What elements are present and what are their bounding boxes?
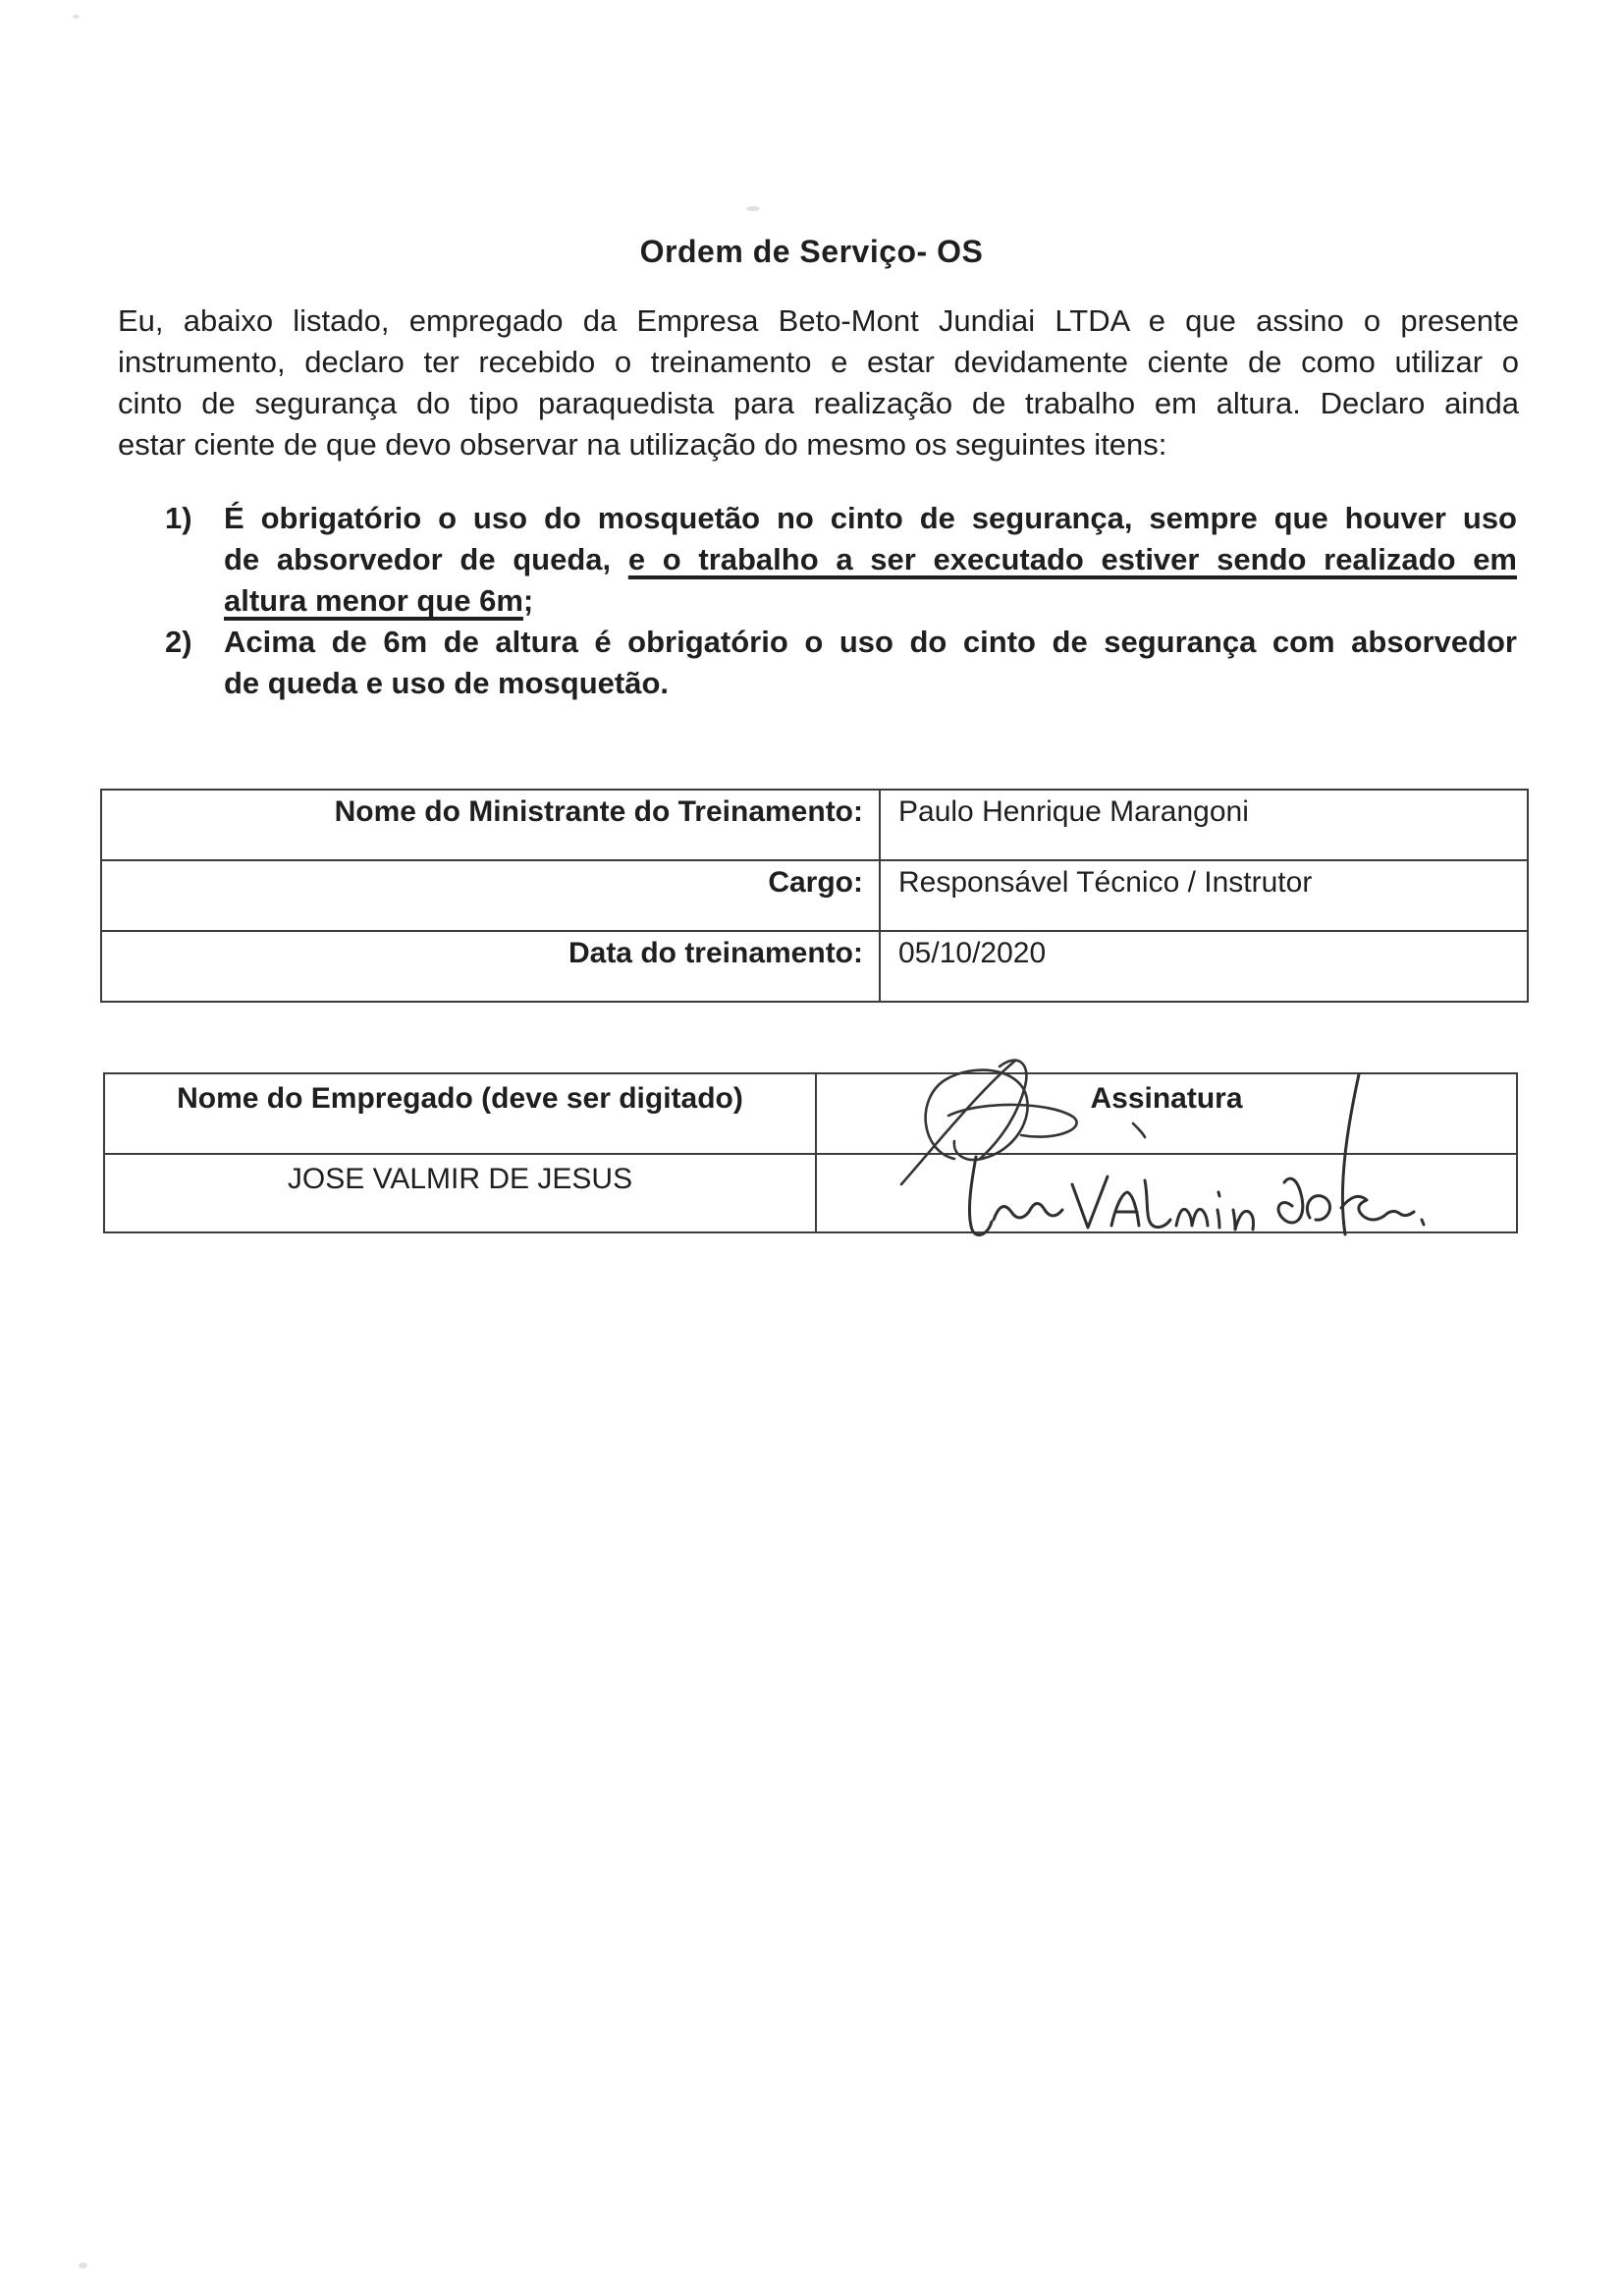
list-item-line: de queda e uso de mosquetão. <box>224 666 670 700</box>
list-item-line: Acima de 6m de altura é obrigatório o uso do cinto de segurança com absorvedor <box>224 625 1517 659</box>
employee-name-value: JOSE VALMIR DE JESUS <box>287 1163 633 1195</box>
scan-artifact <box>746 206 760 211</box>
document-title: Ordem de Serviço- OS <box>639 234 984 269</box>
plain-text: ; <box>522 583 534 618</box>
role-label: Cargo: <box>768 866 863 899</box>
list-item-1 <box>165 498 1517 622</box>
trainer-name-label: Nome do Ministrante do Treinamento: <box>334 795 863 828</box>
underlined-text: e o trabalho a ser executado estiver sendo realizado em <box>627 542 1517 576</box>
list-item-line: É obrigatório o uso do mosquetão no cinto de segurança, sempre que houver uso <box>224 501 1517 535</box>
plain-text: de absorvedor de queda, <box>224 542 628 576</box>
employee-signature-table <box>103 1072 1518 1233</box>
numbered-list <box>165 498 1517 704</box>
training-date-value: 05/10/2020 <box>879 932 1527 1001</box>
scan-artifact <box>79 2263 87 2269</box>
underlined-text: altura menor que 6m <box>224 583 523 618</box>
table-row <box>105 1153 1516 1231</box>
list-item-number: 1) <box>165 501 192 535</box>
table-header-row <box>105 1074 1516 1153</box>
list-item-number: 2) <box>165 625 192 659</box>
training-info-table <box>100 789 1529 1003</box>
intro-line: cinto de segurança do tipo paraquedista para realização de trabalho em altura. Declaro ainda <box>118 386 1519 420</box>
intro-paragraph <box>118 301 1519 465</box>
scan-artifact <box>73 15 80 19</box>
intro-line: instrumento, declaro ter recebido o treinamento e estar devidamente ciente de como utilizar o <box>118 345 1519 379</box>
table-row <box>102 859 1527 930</box>
table-row <box>102 930 1527 1001</box>
list-item-line <box>224 580 1517 622</box>
intro-line: estar ciente de que devo observar na utilização do mesmo os seguintes itens: <box>118 427 1167 462</box>
list-item-2 <box>165 622 1517 704</box>
list-item-text <box>224 622 1517 704</box>
signature-cell <box>815 1155 1516 1231</box>
intro-line: Eu, abaixo listado, empregado da Empresa Beto-Mont Jundiai LTDA e que assino o presente <box>118 303 1519 338</box>
list-item-text <box>224 498 1517 622</box>
signature-header: Assinatura <box>815 1074 1516 1153</box>
trainer-name-value: Paulo Henrique Marangoni <box>879 791 1527 859</box>
list-item-line <box>224 539 1517 580</box>
training-date-label: Data do treinamento: <box>568 937 863 969</box>
table-row <box>102 791 1527 859</box>
role-value: Responsável Técnico / Instrutor <box>879 861 1527 930</box>
employee-name-header: Nome do Empregado (deve ser digitado) <box>177 1082 743 1115</box>
